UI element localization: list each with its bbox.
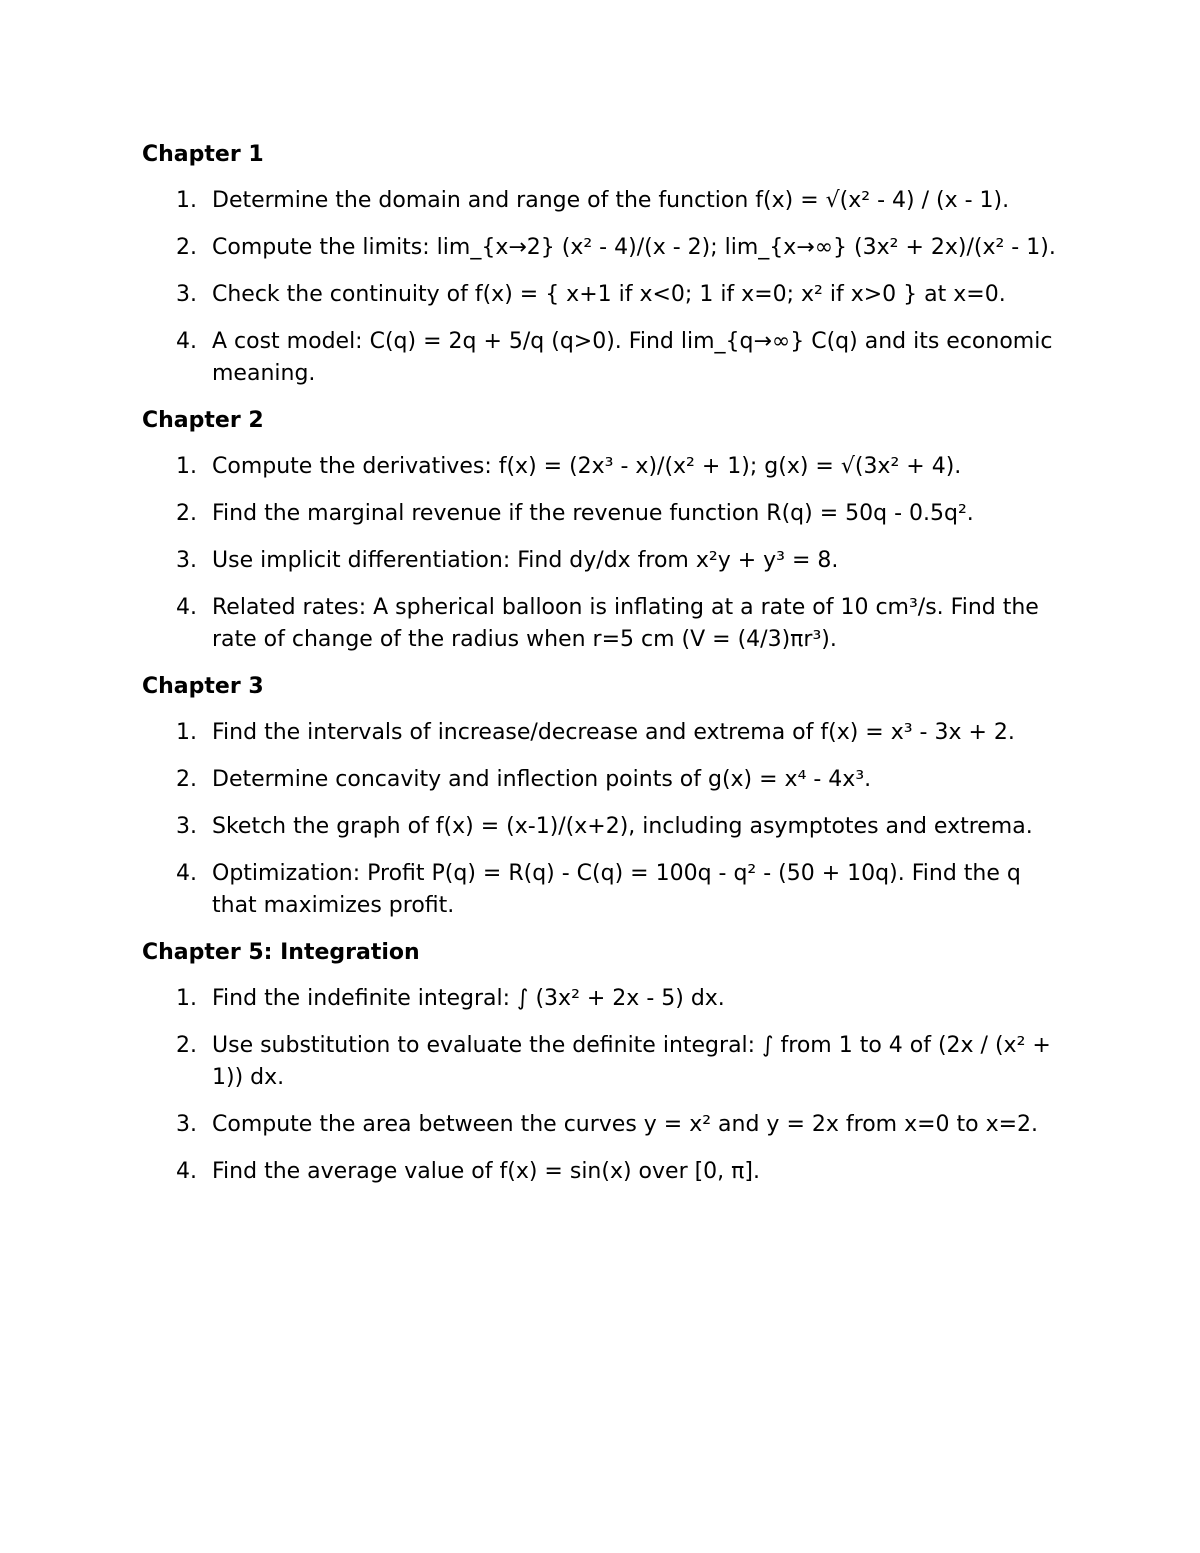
problem-text: Sketch the graph of f(x) = (x-1)/(x+2), including asymptotes and extrema. (212, 814, 1033, 839)
chapter-title: Chapter 5: Integration (142, 940, 420, 965)
problem-text: Compute the limits: lim_{x→2} (x² - 4)/(x - 2); lim_{x→∞} (3x² + 2x)/(x² - 1). (212, 235, 1056, 260)
problem-item (142, 498, 1072, 530)
problem-text: Compute the area between the curves y = x² and y = 2x from x=0 to x=2. (212, 1112, 1039, 1137)
problem-item (142, 232, 1072, 264)
problem-item (142, 764, 1072, 796)
problem-item (142, 592, 1072, 656)
problem-item (142, 279, 1072, 311)
problem-text: Determine the domain and range of the function f(x) = √(x² - 4) / (x - 1). (212, 188, 1010, 213)
chapter-section (142, 405, 1072, 656)
problem-text: A cost model: C(q) = 2q + 5/q (q>0). Find lim_{q→∞} C(q) and its economic meaning. (212, 329, 1053, 386)
problem-item (142, 717, 1072, 749)
problem-text: Find the intervals of increase/decrease and extrema of f(x) = x³ - 3x + 2. (212, 720, 1015, 745)
chapter-title: Chapter 1 (142, 142, 264, 167)
chapter-section (142, 139, 1072, 390)
problem-text: Compute the derivatives: f(x) = (2x³ - x)/(x² + 1); g(x) = √(3x² + 4). (212, 454, 962, 479)
problem-item (142, 1030, 1072, 1094)
problem-number: 3. (176, 814, 197, 839)
problem-number: 3. (176, 1112, 197, 1137)
problem-number: 2. (176, 501, 197, 526)
problem-number: 4. (176, 1159, 197, 1184)
problem-number: 1. (176, 454, 197, 479)
problem-text: Find the marginal revenue if the revenue function R(q) = 50q - 0.5q². (212, 501, 974, 526)
problem-number: 4. (176, 861, 197, 886)
problem-item (142, 1109, 1072, 1141)
problem-item (142, 858, 1072, 922)
problem-number: 2. (176, 1033, 197, 1058)
problem-number: 4. (176, 595, 197, 620)
problem-text: Related rates: A spherical balloon is inflating at a rate of 10 cm³/s. Find the rate of change of the radius when r=5 cm (V = (4/3)πr³). (212, 595, 1039, 652)
problem-number: 3. (176, 282, 197, 307)
problem-list (142, 983, 1072, 1188)
problem-number: 1. (176, 720, 197, 745)
problem-number: 1. (176, 188, 197, 213)
problem-text: Check the continuity of f(x) = { x+1 if x<0; 1 if x=0; x² if x>0 } at x=0. (212, 282, 1006, 307)
chapter-section (142, 937, 1072, 1188)
problem-item (142, 983, 1072, 1015)
problem-text: Find the average value of f(x) = sin(x) over [0, π]. (212, 1159, 760, 1184)
problem-number: 3. (176, 548, 197, 573)
problem-number: 2. (176, 767, 197, 792)
problem-number: 2. (176, 235, 197, 260)
document-page (142, 139, 1072, 1203)
problem-item (142, 545, 1072, 577)
chapter-title: Chapter 3 (142, 674, 264, 699)
problem-text: Optimization: Profit P(q) = R(q) - C(q) = 100q - q² - (50 + 10q). Find the q that maximizes profit. (212, 861, 1021, 918)
problem-item (142, 1156, 1072, 1188)
problem-number: 4. (176, 329, 197, 354)
problem-text: Determine concavity and inflection points of g(x) = x⁴ - 4x³. (212, 767, 872, 792)
chapter-title: Chapter 2 (142, 408, 264, 433)
problem-text: Use implicit differentiation: Find dy/dx from x²y + y³ = 8. (212, 548, 839, 573)
problem-number: 1. (176, 986, 197, 1011)
problem-item (142, 811, 1072, 843)
problem-item (142, 326, 1072, 390)
problem-list (142, 185, 1072, 390)
problem-text: Find the indefinite integral: ∫ (3x² + 2x - 5) dx. (212, 986, 725, 1011)
problem-item (142, 451, 1072, 483)
problem-list (142, 451, 1072, 656)
problem-list (142, 717, 1072, 922)
problem-text: Use substitution to evaluate the definite integral: ∫ from 1 to 4 of (2x / (x² + 1)) dx. (212, 1033, 1051, 1090)
problem-item (142, 185, 1072, 217)
chapter-section (142, 671, 1072, 922)
